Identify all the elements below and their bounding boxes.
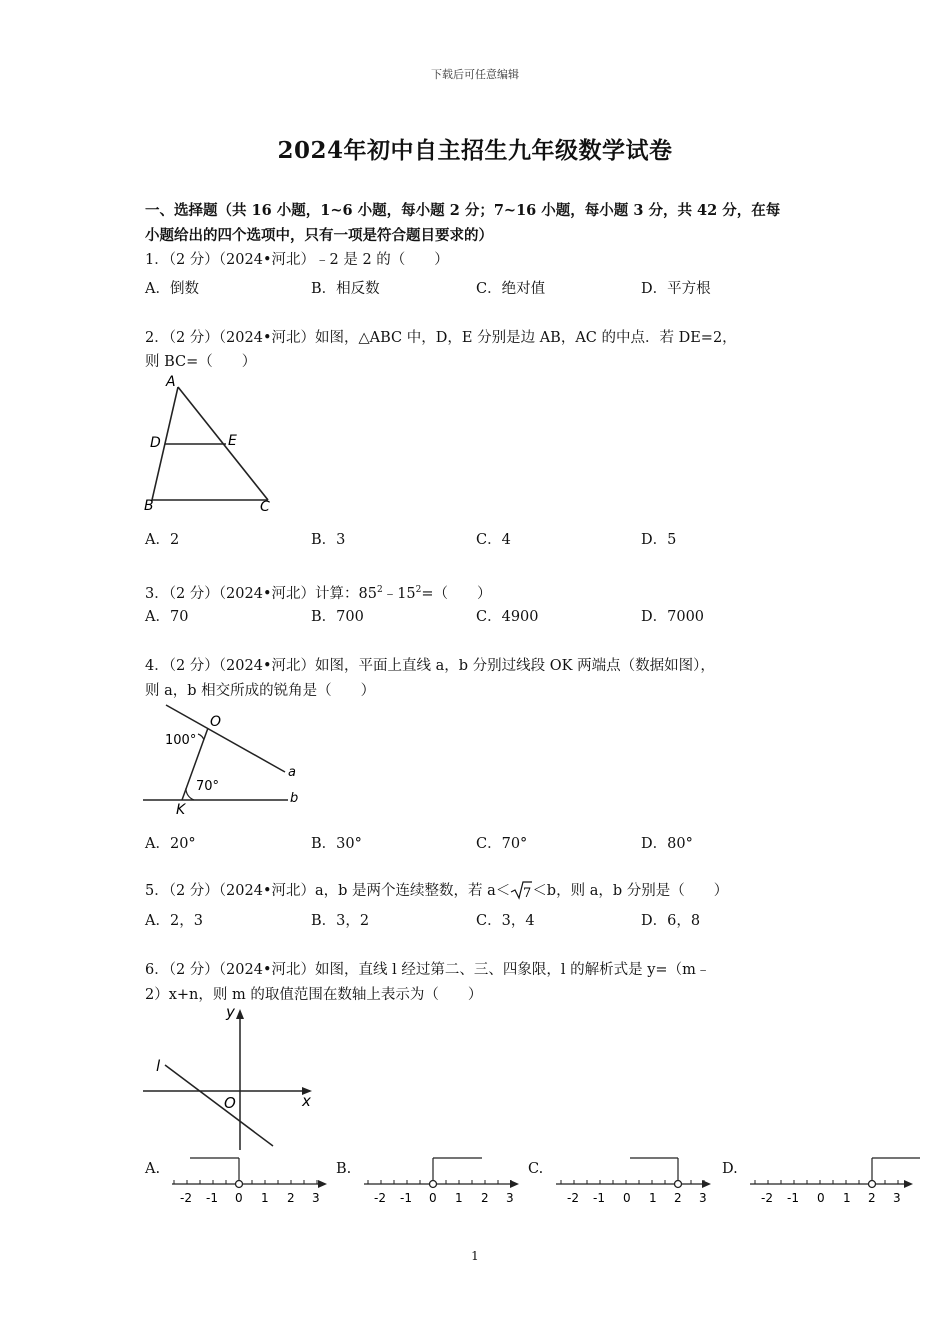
tick-label: 0 xyxy=(429,1191,437,1205)
page-title: 2024年初中自主招生九年级数学试卷 xyxy=(277,137,673,164)
q4-angle-70: 70° xyxy=(196,779,220,794)
q3-option-b: B．700 xyxy=(311,609,364,625)
q5-stem xyxy=(145,879,805,904)
q6-option-b-numberline xyxy=(364,1150,524,1210)
q2-option-c: C．4 xyxy=(476,532,511,548)
q5-stem-prefix: 5．（2 分）（2024•河北）a，b 是两个连续整数，若 a＜ xyxy=(145,883,511,899)
q5-option-d: D．6，8 xyxy=(641,913,701,929)
q3-stem-suffix: =（ ） xyxy=(421,585,492,602)
q3-exponent-2: 2 xyxy=(415,585,422,595)
q4-label-b: b xyxy=(290,791,299,806)
q1-option-d: D．平方根 xyxy=(641,281,711,297)
q2-label-b: B xyxy=(144,498,154,514)
q6-label-l: l xyxy=(156,1057,161,1075)
tick-label: 0 xyxy=(235,1191,243,1205)
q2-label-e: E xyxy=(228,433,237,449)
q3-exponent-1: 2 xyxy=(376,585,383,595)
q4-stem-line2: 则 a，b 相交所成的锐角是（ ） xyxy=(145,683,376,699)
q6-option-c-numberline xyxy=(556,1150,716,1210)
q6-stem-line1: 6．（2 分）（2024•河北）如图，直线 l 经过第二、三、四象限，l 的解析式是 y=（m﹣ xyxy=(145,962,711,978)
section-heading-line1: 一、选择题（共 16 小题，1~6 小题，每小题 2 分；7~16 小题，每小题 3 分，共 42 分，在每 xyxy=(145,202,781,219)
tick-label: 0 xyxy=(623,1191,631,1205)
q5-radicand: 7 xyxy=(523,886,532,900)
q6-label-y: y xyxy=(226,1003,235,1021)
q4-option-b: B．30° xyxy=(311,836,362,852)
q6-option-c-letter: C. xyxy=(528,1161,544,1177)
q1-stem: 1．（2 分）（2024•河北）﹣2 是 2 的（ ） xyxy=(145,252,449,268)
q2-option-a: A．2 xyxy=(145,532,180,548)
q6-option-d-numberline xyxy=(750,1150,920,1210)
q5-stem-suffix: ＜b，则 a，b 分别是（ ） xyxy=(532,883,729,899)
sqrt-sign-icon xyxy=(510,879,532,904)
tick-label: 2 xyxy=(481,1191,489,1205)
tick-label: 3 xyxy=(699,1191,707,1205)
q5-option-b: B．3，2 xyxy=(311,913,370,929)
q4-label-k: K xyxy=(176,802,186,818)
tick-label: -1 xyxy=(400,1191,412,1205)
q6-stem-line2: 2）x+n，则 m 的取值范围在数轴上表示为（ ） xyxy=(145,987,483,1003)
q4-label-o: O xyxy=(210,714,222,730)
q3-stem xyxy=(145,578,805,607)
q2-option-b: B．3 xyxy=(311,532,346,548)
q1-option-a: A．倒数 xyxy=(145,281,199,297)
q6-option-d-letter: D. xyxy=(722,1161,738,1177)
q2-option-d: D．5 xyxy=(641,532,677,548)
tick-label: 3 xyxy=(893,1191,901,1205)
q2-label-c: C xyxy=(260,499,270,515)
page-number: 1 xyxy=(471,1249,479,1263)
q1-option-b: B．相反数 xyxy=(311,281,380,297)
tick-label: 2 xyxy=(287,1191,295,1205)
tick-label: 0 xyxy=(817,1191,825,1205)
q5-option-a: A．2，3 xyxy=(145,913,203,929)
q4-stem-line1: 4．（2 分）（2024•河北）如图，平面上直线 a，b 分别过线段 OK 两端点（数据如图）， xyxy=(145,658,715,674)
q2-stem-line2: 则 BC=（ ） xyxy=(145,354,257,370)
section-heading-line2: 小题给出的四个选项中，只有一项是符合题目要求的） xyxy=(145,227,493,244)
q5-option-c: C．3，4 xyxy=(476,913,535,929)
tick-label: -2 xyxy=(761,1191,773,1205)
q4-option-c: C．70° xyxy=(476,836,528,852)
tick-label: -2 xyxy=(374,1191,386,1205)
q4-angle-100: 100° xyxy=(165,733,197,748)
q6-option-a-letter: A. xyxy=(145,1161,161,1177)
tick-label: 3 xyxy=(312,1191,320,1205)
tick-label: 1 xyxy=(455,1191,463,1205)
q4-option-d: D．80° xyxy=(641,836,693,852)
tick-label: 1 xyxy=(261,1191,269,1205)
tick-label: -1 xyxy=(593,1191,605,1205)
q1-option-c: C．绝对值 xyxy=(476,281,546,297)
q3-stem-mid: ﹣15 xyxy=(382,585,416,602)
tick-label: -2 xyxy=(180,1191,192,1205)
q2-label-d: D xyxy=(150,435,161,451)
tick-label: 2 xyxy=(868,1191,876,1205)
q6-label-o: O xyxy=(224,1094,236,1112)
q4-option-a: A．20° xyxy=(145,836,196,852)
q2-stem-line1: 2．（2 分）（2024•河北）如图，△ABC 中，D，E 分别是边 AB，AC 的中点．若 DE=2， xyxy=(145,330,737,346)
tick-label: 1 xyxy=(843,1191,851,1205)
q4-angle-figure xyxy=(140,700,310,822)
q6-option-a-numberline xyxy=(172,1150,332,1210)
tick-label: 1 xyxy=(649,1191,657,1205)
q6-label-x: x xyxy=(302,1092,311,1110)
tick-label: 2 xyxy=(674,1191,682,1205)
q2-triangle-figure xyxy=(140,372,290,520)
q3-option-a: A．70 xyxy=(145,609,189,625)
q6-coordinate-figure xyxy=(140,1003,320,1153)
tick-label: 3 xyxy=(506,1191,514,1205)
q3-option-c: C．4900 xyxy=(476,609,539,625)
q3-stem-prefix: 3．（2 分）（2024•河北）计算：85 xyxy=(145,585,377,602)
q6-option-b-letter: B. xyxy=(336,1161,352,1177)
q4-label-a: a xyxy=(288,765,296,780)
tick-label: -1 xyxy=(206,1191,218,1205)
tick-label: -2 xyxy=(567,1191,579,1205)
page-header: 下载后可任意编辑 xyxy=(431,68,519,81)
tick-label: -1 xyxy=(787,1191,799,1205)
q3-option-d: D．7000 xyxy=(641,609,705,625)
q2-label-a: A xyxy=(166,374,176,390)
